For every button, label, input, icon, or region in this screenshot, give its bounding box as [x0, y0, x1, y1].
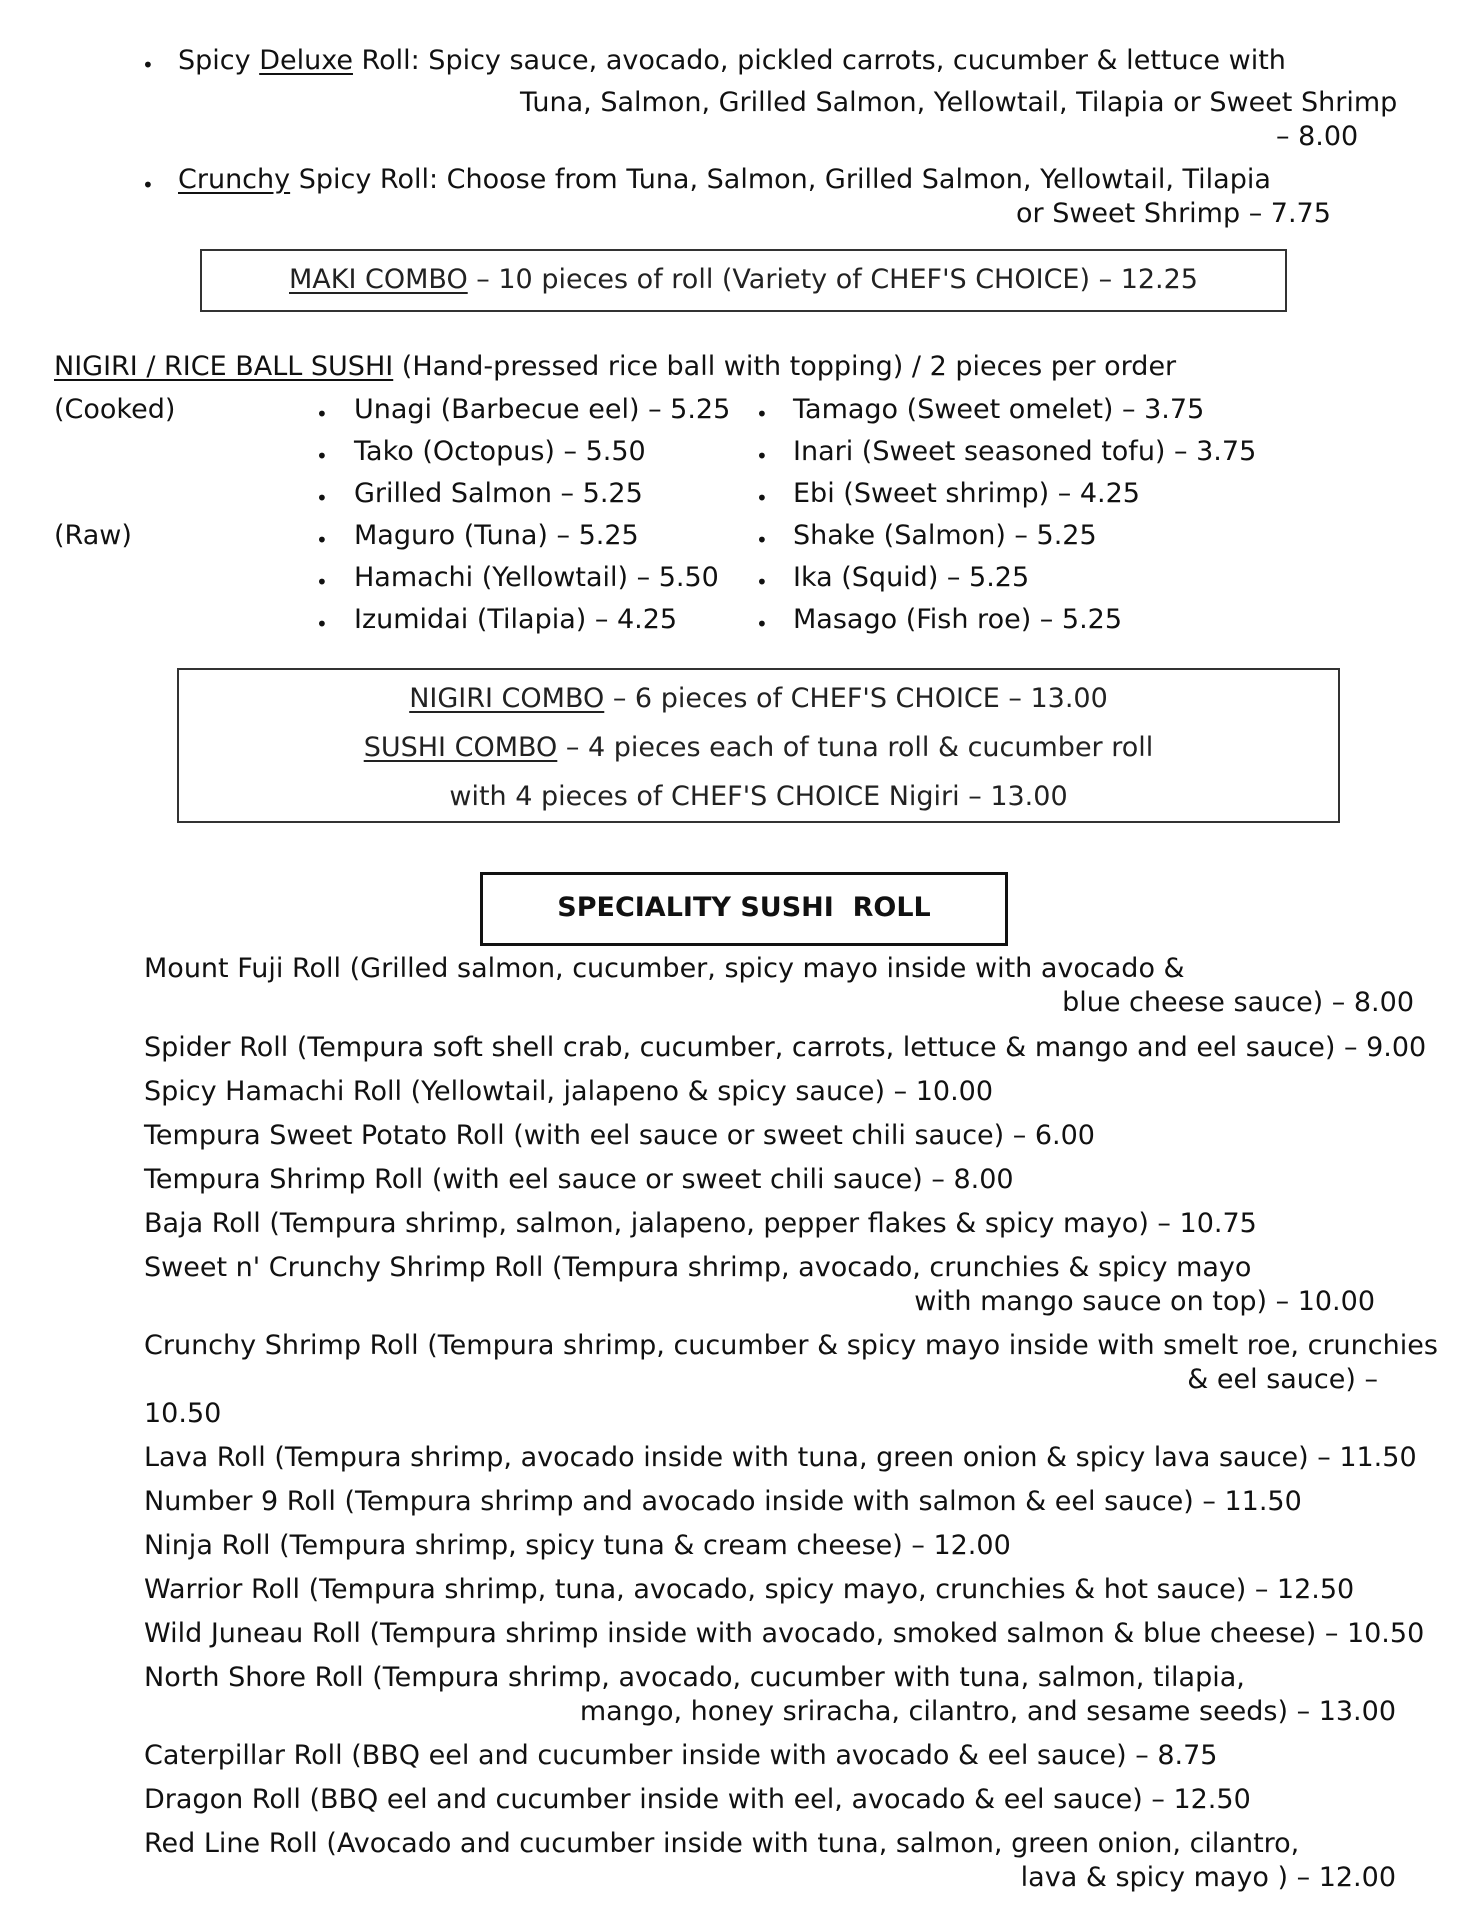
nigiri-item: Grilled Salmon – 5.25	[354, 478, 643, 509]
crunchy-spicy-roll-line1	[178, 163, 1271, 197]
nigiri-combo-line	[179, 682, 1338, 716]
sushi-combo-title: SUSHI COMBO	[363, 732, 558, 763]
nigiri-item: Shake (Salmon) – 5.25	[793, 520, 1097, 551]
specialty-title-box	[480, 872, 1008, 946]
spicy-deluxe-roll-line1	[178, 44, 1286, 78]
spicy-deluxe-description: Roll: Spicy sauce, avocado, pickled carrots, cucumber & lettuce with	[352, 45, 1286, 76]
nigiri-item: Ebi (Sweet shrimp) – 4.25	[793, 478, 1140, 509]
specialty-item-continued: mango, honey sriracha, cilantro, and sesame seeds) – 13.00	[579, 1696, 1396, 1727]
spicy-deluxe-name-pre: Spicy	[178, 45, 260, 76]
specialty-item: Ninja Roll (Tempura shrimp, spicy tuna & cream cheese) – 12.00	[144, 1530, 1011, 1561]
maki-combo-box	[200, 249, 1287, 312]
crunchy-spicy-description: Spicy Roll: Choose from Tuna, Salmon, Grilled Salmon, Yellowtail, Tilapia	[290, 164, 1271, 195]
spicy-deluxe-roll-line2: Tuna, Salmon, Grilled Salmon, Yellowtail, Tilapia or Sweet Shrimp	[520, 87, 1398, 118]
specialty-item: Red Line Roll (Avocado and cucumber inside with tuna, salmon, green onion, cilantro,	[144, 1828, 1300, 1859]
specialty-item: Crunchy Shrimp Roll (Tempura shrimp, cucumber & spicy mayo inside with smelt roe, crunchies	[144, 1330, 1438, 1361]
specialty-item: Mount Fuji Roll (Grilled salmon, cucumber, spicy mayo inside with avocado &	[144, 953, 1185, 984]
cooked-label: (Cooked)	[54, 394, 176, 425]
specialty-item-continued: 10.50	[144, 1398, 222, 1429]
specialty-item-continued: lava & spicy mayo ) – 12.00	[1020, 1862, 1396, 1893]
specialty-item: Spicy Hamachi Roll (Yellowtail, jalapeno & spicy sauce) – 10.00	[144, 1076, 994, 1107]
nigiri-item: Masago (Fish roe) – 5.25	[793, 604, 1123, 635]
nigiri-combo-title: NIGIRI COMBO	[409, 683, 605, 714]
crunchy-spicy-roll-line2: or Sweet Shrimp – 7.75	[1016, 198, 1331, 229]
specialty-item-continued: & eel sauce) –	[1187, 1364, 1378, 1395]
nigiri-item: Tako (Octopus) – 5.50	[354, 436, 646, 467]
nigiri-item: Ika (Squid) – 5.25	[793, 562, 1030, 593]
bullet-icon: •	[756, 612, 768, 636]
bullet-icon: •	[142, 53, 154, 77]
maki-combo-description: – 10 pieces of roll (Variety of CHEF'S CHOICE) – 12.25	[467, 264, 1198, 295]
bullet-icon: •	[142, 173, 154, 197]
specialty-item: Dragon Roll (BBQ eel and cucumber inside with eel, avocado & eel sauce) – 12.50	[144, 1784, 1251, 1815]
spicy-deluxe-name-underlined: Deluxe	[259, 45, 353, 76]
nigiri-item: Inari (Sweet seasoned tofu) – 3.75	[793, 436, 1257, 467]
nigiri-item: Maguro (Tuna) – 5.25	[354, 520, 639, 551]
bullet-icon: •	[756, 486, 768, 510]
maki-combo-line	[202, 263, 1285, 297]
specialty-item-continued: with mango sauce on top) – 10.00	[914, 1286, 1375, 1317]
crunchy-name-underlined: Crunchy	[178, 164, 291, 195]
bullet-icon: •	[316, 444, 328, 468]
nigiri-heading	[54, 350, 1176, 384]
specialty-item: Tempura Sweet Potato Roll (with eel sauce or sweet chili sauce) – 6.00	[144, 1120, 1095, 1151]
bullet-icon: •	[316, 528, 328, 552]
nigiri-item: Hamachi (Yellowtail) – 5.50	[354, 562, 719, 593]
spicy-deluxe-roll-price: – 8.00	[1276, 121, 1359, 152]
specialty-item: Sweet n' Crunchy Shrimp Roll (Tempura shrimp, avocado, crunchies & spicy mayo	[144, 1252, 1252, 1283]
bullet-icon: •	[756, 444, 768, 468]
raw-label: (Raw)	[54, 520, 132, 551]
maki-combo-title: MAKI COMBO	[289, 264, 468, 295]
specialty-item: Wild Juneau Roll (Tempura shrimp inside with avocado, smoked salmon & blue cheese) – 10.50	[144, 1618, 1425, 1649]
nigiri-sushi-combo-box	[177, 668, 1340, 823]
sushi-combo-description: – 4 pieces each of tuna roll & cucumber roll	[557, 732, 1154, 763]
nigiri-item: Tamago (Sweet omelet) – 3.75	[793, 394, 1205, 425]
nigiri-heading-title: NIGIRI / RICE BALL SUSHI	[54, 351, 394, 382]
specialty-item: Number 9 Roll (Tempura shrimp and avocado inside with salmon & eel sauce) – 11.50	[144, 1486, 1302, 1517]
bullet-icon: •	[316, 486, 328, 510]
specialty-item: Baja Roll (Tempura shrimp, salmon, jalapeno, pepper flakes & spicy mayo) – 10.75	[144, 1208, 1257, 1239]
bullet-icon: •	[316, 402, 328, 426]
nigiri-heading-description: (Hand-pressed rice ball with topping) / 2 pieces per order	[393, 351, 1177, 382]
specialty-item: Warrior Roll (Tempura shrimp, tuna, avocado, spicy mayo, crunchies & hot sauce) – 12.50	[144, 1574, 1355, 1605]
bullet-icon: •	[756, 570, 768, 594]
nigiri-item: Unagi (Barbecue eel) – 5.25	[354, 394, 731, 425]
bullet-icon: •	[756, 528, 768, 552]
specialty-title: SPECIALITY SUSHI ROLL	[557, 892, 931, 923]
sushi-combo-line2: with 4 pieces of CHEF'S CHOICE Nigiri – 13.00	[449, 781, 1068, 812]
specialty-item: Lava Roll (Tempura shrimp, avocado inside with tuna, green onion & spicy lava sauce) – 11.50	[144, 1442, 1417, 1473]
bullet-icon: •	[316, 612, 328, 636]
nigiri-combo-description: – 6 pieces of CHEF'S CHOICE – 13.00	[604, 683, 1108, 714]
specialty-item: Caterpillar Roll (BBQ eel and cucumber inside with avocado & eel sauce) – 8.75	[144, 1740, 1218, 1771]
nigiri-item: Izumidai (Tilapia) – 4.25	[354, 604, 678, 635]
specialty-item: Spider Roll (Tempura soft shell crab, cucumber, carrots, lettuce & mango and eel sauce) – 9.00	[144, 1032, 1427, 1063]
sushi-combo-line	[179, 731, 1338, 765]
bullet-icon: •	[756, 402, 768, 426]
specialty-item: Tempura Shrimp Roll (with eel sauce or sweet chili sauce) – 8.00	[144, 1164, 1014, 1195]
bullet-icon: •	[316, 570, 328, 594]
specialty-item-continued: blue cheese sauce) – 8.00	[1062, 987, 1414, 1018]
specialty-item: North Shore Roll (Tempura shrimp, avocado, cucumber with tuna, salmon, tilapia,	[144, 1662, 1245, 1693]
